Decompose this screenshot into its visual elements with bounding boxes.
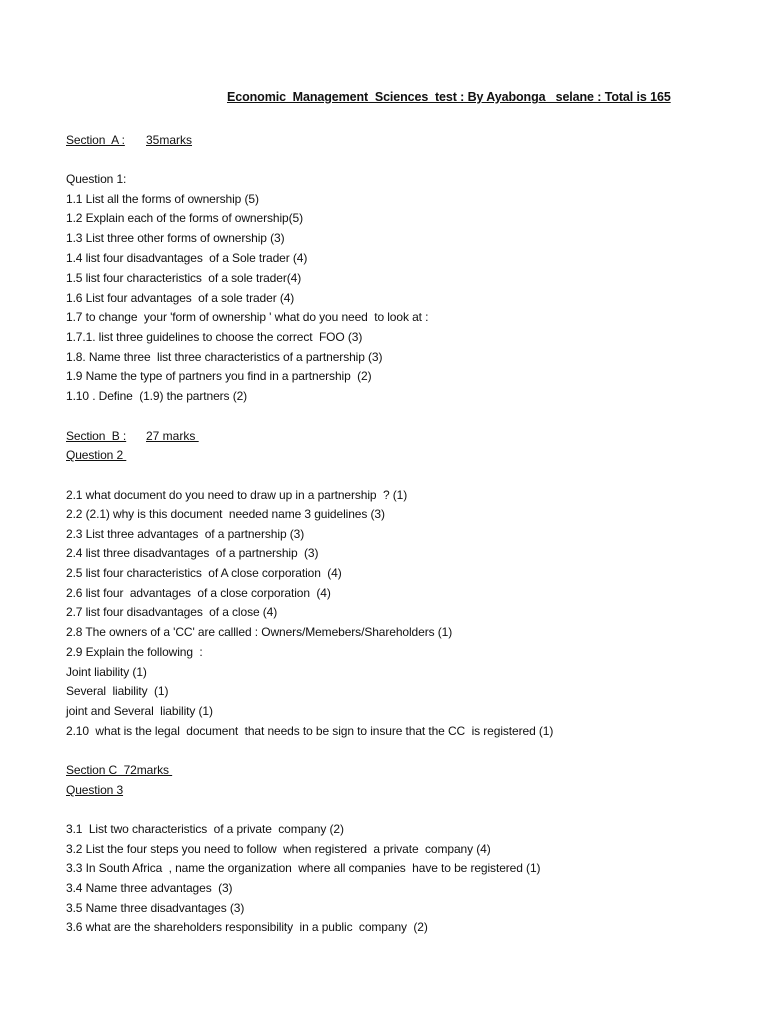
question-item: 1.8. Name three list three characteristics of a partnership (3) bbox=[66, 350, 383, 364]
question-item: 2.9 Explain the following : bbox=[66, 645, 203, 659]
question-item: 2.8 The owners of a 'CC' are callled : Owners/Memebers/Shareholders (1) bbox=[66, 625, 453, 639]
question-item: 1.7.1. list three guidelines to choose the correct FOO (3) bbox=[66, 330, 363, 344]
section-b-marks: 27 marks bbox=[146, 429, 199, 443]
question-item: 3.1 List two characteristics of a private company (2) bbox=[66, 822, 344, 836]
question-item: 1.2 Explain each of the forms of ownership(5) bbox=[66, 211, 303, 225]
question-item: 2.6 list four advantages of a close corporation (4) bbox=[66, 586, 331, 600]
question-item: Several liability (1) bbox=[66, 684, 169, 698]
section-c-label: Section C 72marks bbox=[66, 763, 173, 777]
question-item: 2.3 List three advantages of a partnership (3) bbox=[66, 527, 305, 541]
question-item: 2.10 what is the legal document that needs to be sign to insure that the CC is registered (1) bbox=[66, 724, 554, 738]
question-item: 3.6 what are the shareholders responsibility in a public company (2) bbox=[66, 920, 428, 934]
section-b-label: Section B : bbox=[66, 429, 127, 443]
test-title: Economic Management Sciences test : By Ayabonga selane : Total is 165 bbox=[227, 90, 671, 104]
question-item: 2.1 what document do you need to draw up in a partnership ? (1) bbox=[66, 488, 408, 502]
question-item: 1.3 List three other forms of ownership (3) bbox=[66, 231, 285, 245]
question-item: Joint liability (1) bbox=[66, 665, 147, 679]
question-item: 3.2 List the four steps you need to follow when registered a private company (4) bbox=[66, 842, 491, 856]
question-item: 2.4 list three disadvantages of a partnership (3) bbox=[66, 546, 319, 560]
section-a-marks: 35marks bbox=[146, 133, 193, 147]
question-item: 1.7 to change your 'form of ownership ' what do you need to look at : bbox=[66, 310, 429, 324]
question-item: 1.9 Name the type of partners you find in a partnership (2) bbox=[66, 369, 372, 383]
question-item: 1.1 List all the forms of ownership (5) bbox=[66, 192, 259, 206]
question-3-heading: Question 3 bbox=[66, 783, 124, 797]
question-item: 1.6 List four advantages of a sole trader (4) bbox=[66, 291, 295, 305]
question-item: 1.5 list four characteristics of a sole trader(4) bbox=[66, 271, 302, 285]
question-item: 1.4 list four disadvantages of a Sole trader (4) bbox=[66, 251, 308, 265]
question-item: 3.3 In South Africa , name the organization where all companies have to be registered (1) bbox=[66, 861, 541, 875]
question-item: 2.5 list four characteristics of A close corporation (4) bbox=[66, 566, 342, 580]
question-1-heading: Question 1: bbox=[66, 172, 127, 186]
question-item: 3.5 Name three disadvantages (3) bbox=[66, 901, 245, 915]
section-a-label: Section A : bbox=[66, 133, 125, 147]
question-item: 3.4 Name three advantages (3) bbox=[66, 881, 233, 895]
question-item: joint and Several liability (1) bbox=[66, 704, 213, 718]
question-item: 2.7 list four disadvantages of a close (4) bbox=[66, 605, 278, 619]
question-2-heading: Question 2 bbox=[66, 448, 127, 462]
question-item: 2.2 (2.1) why is this document needed name 3 guidelines (3) bbox=[66, 507, 385, 521]
question-item: 1.10 . Define (1.9) the partners (2) bbox=[66, 389, 248, 403]
